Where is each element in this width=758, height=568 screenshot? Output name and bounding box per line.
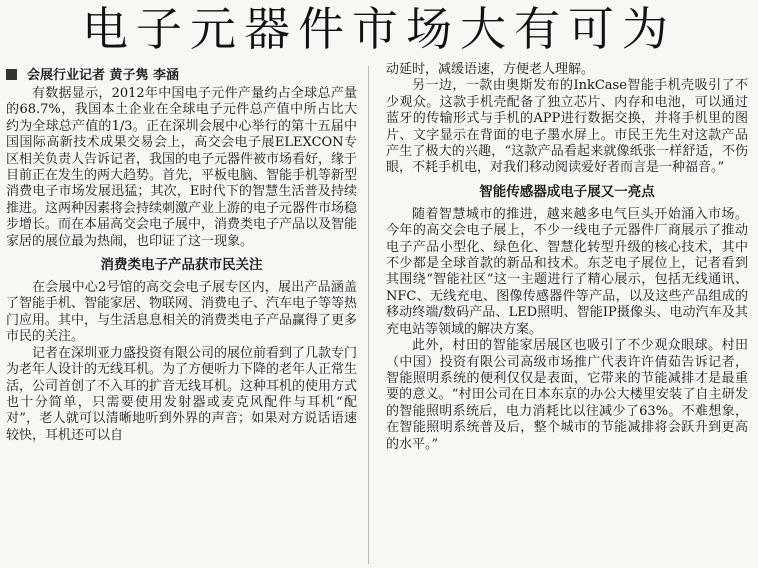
article-column-left (6, 86, 357, 566)
square-bullet-icon (6, 69, 17, 80)
paragraph: 随着智慧城市的推进，越来越多电气巨头开始涌入市场。今年的高交会电子展上，不少一线电子元器件厂商展示了推动电子产品小型化、绿色化、智慧化转型升级的核心技术，其中不少都是全球首款的新品和技术。东芝电子展位上，记者看到其围绕“智能社区”这一主题进行了精心展示，包括无线通讯、NFC、无线充电、图像传感器件等产品，以及这些产品组成的移动终端/数码产品、LED照明、智能IP摄像头、电动汽车及其充电站等领域的解决方案。 (386, 206, 748, 337)
paragraph: 在会展中心2号馆的高交会电子展专区内，展出产品涵盖了智能手机、智能家居、物联网、消费电子、汽车电子等等热门应用。其中，与生活息息相关的消费类电子产品赢得了更多市民的关注。 (6, 280, 357, 345)
byline-text: 会展行业记者 黄子隽 李涵 (27, 68, 180, 83)
paragraph: 有数据显示，2012年中国电子元件产量约占全球总产量的68.7%，我国本土企业在全球电子元件总产值中所占比大约为全球总产值的1/3。正在深圳会展中心举行的第十五届中国国际高新技术成果交易会上，高交会电子展ELEXCON专区相关负责人告诉记者，我国的电子元器件被市场看好，缘于目前正在发生的两大趋势。首先，平板电脑、智能手机等新型消费电子市场发展迅猛；其次，E时代下的智慧生活普及持续推进。这两种因素将会持续刺激产业上游的电子元器件市场稳步增长。而在本届高交会电子展中，消费类电子产品以及智能家居的展位最为热闹，也印证了这一现象。 (6, 86, 357, 249)
column-divider (368, 66, 369, 564)
paragraph: 另一边，一款由奥斯发布的InkCase智能手机壳吸引了不少观众。这款手机壳配备了独立芯片、内存和电池，可以通过蓝牙的传输形式与手机的APP进行数据交换，并将手机里的图片、文字显示在背面的电子墨水屏上。市民王先生对这款产品产生了极大的兴趣，“这款产品看起来就像纸张一样舒适，不伤眼，不耗手机电，对我们移动阅读爱好者而言是一种福音。” (386, 78, 748, 176)
subheading: 智能传感器成电子展又一亮点 (479, 183, 655, 200)
headline: 电子元器件市场大有可为 (82, 2, 676, 56)
paragraph-continued: 动延时，减缓语速，方便老人理解。 (386, 62, 595, 77)
subheading: 消费类电子产品获市民关注 (100, 257, 263, 274)
byline (6, 67, 386, 85)
paragraph: 此外，村田的智能家居展区也吸引了不少观众眼球。村田（中国）投资有限公司高级市场推广代表许许倩茹告诉记者，智能照明系统的便利仅仅是表面，它带来的节能减排才是最重要的意义。“村田公司在日本东京的办公大楼里安装了自主研发的智能照明系统后，电力消耗比以往减少了63%。不难想象，在智能照明系统普及后，整个城市的节能减排将会跃升到更高的水平。” (386, 338, 748, 452)
paragraph: 记者在深圳亚力盛投资有限公司的展位前看到了几款专门为老年人设计的无线耳机。为了方便听力下降的老年人正常生活，公司首创了不入耳的扩音无线耳机。这种耳机的使用方式也十分简单，只需要使用发射器或麦克风配件与耳机“配对”，老人就可以清晰地听到外界的声音；如果对方说话语速较快，耳机还可以自 (6, 345, 357, 443)
article-column-right (386, 62, 748, 566)
